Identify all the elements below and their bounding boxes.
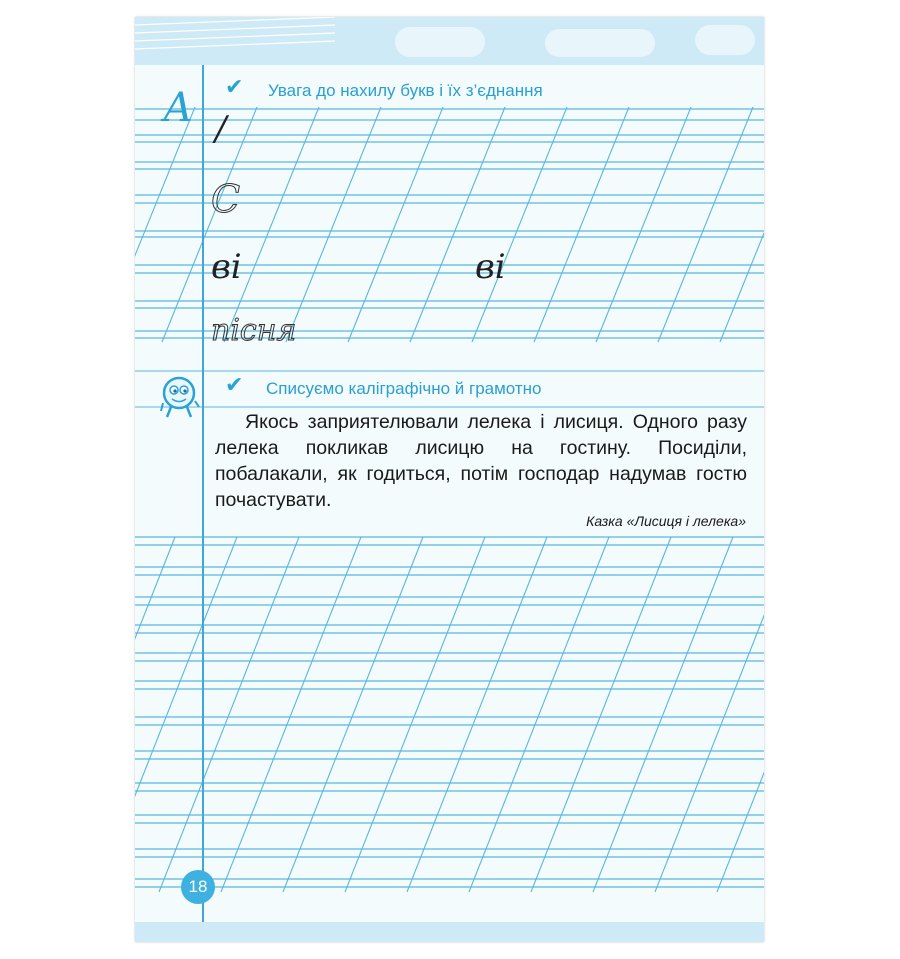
section2-heading: Списуємо каліграфічно й грамотно (266, 379, 542, 398)
slant-rule (135, 537, 237, 892)
slant-rule (655, 537, 764, 892)
header-decor-line (135, 41, 335, 49)
story-source: Казка «Лисиця і лелека» (586, 513, 746, 529)
story-paragraph: Якось заприятелювали лелека і лисиця. Одного разу лелека покликав лисицю на гостину. Посиділи, побалакали, як годиться, потім господар надумав гостю почастувати. (215, 411, 747, 511)
workbook-page (135, 17, 764, 942)
slant-rule (407, 537, 547, 892)
trace-line-word: пісня (211, 313, 297, 348)
slant-rule (135, 537, 175, 892)
checkmark-icon: ✔ (225, 75, 244, 100)
slant-rule (469, 537, 609, 892)
mascot-icon (159, 371, 203, 425)
slant-rule (159, 537, 299, 892)
header-decor-line (135, 17, 335, 25)
checkmark-icon: ✔ (225, 373, 244, 398)
slant-rule (283, 537, 423, 892)
header-decor-line (135, 33, 335, 41)
sample-syllable: ві (475, 247, 506, 287)
footer-band (135, 922, 764, 942)
margin-line (202, 65, 204, 923)
header-decor-line (135, 25, 335, 33)
trace-line-stroke: / (215, 109, 227, 149)
trace-line-letter: С (211, 177, 241, 221)
slant-rule (531, 537, 671, 892)
trace-line-syllable: ві (211, 247, 242, 287)
slant-rule (221, 537, 361, 892)
page-number: 18 (181, 870, 215, 904)
story-text (215, 409, 747, 513)
margin-letter: А (163, 85, 194, 131)
section1-heading: Увага до нахилу букв і їх з’єднання (268, 81, 543, 100)
slant-rule (717, 537, 764, 892)
slant-rule (593, 537, 733, 892)
slant-rule (345, 537, 485, 892)
